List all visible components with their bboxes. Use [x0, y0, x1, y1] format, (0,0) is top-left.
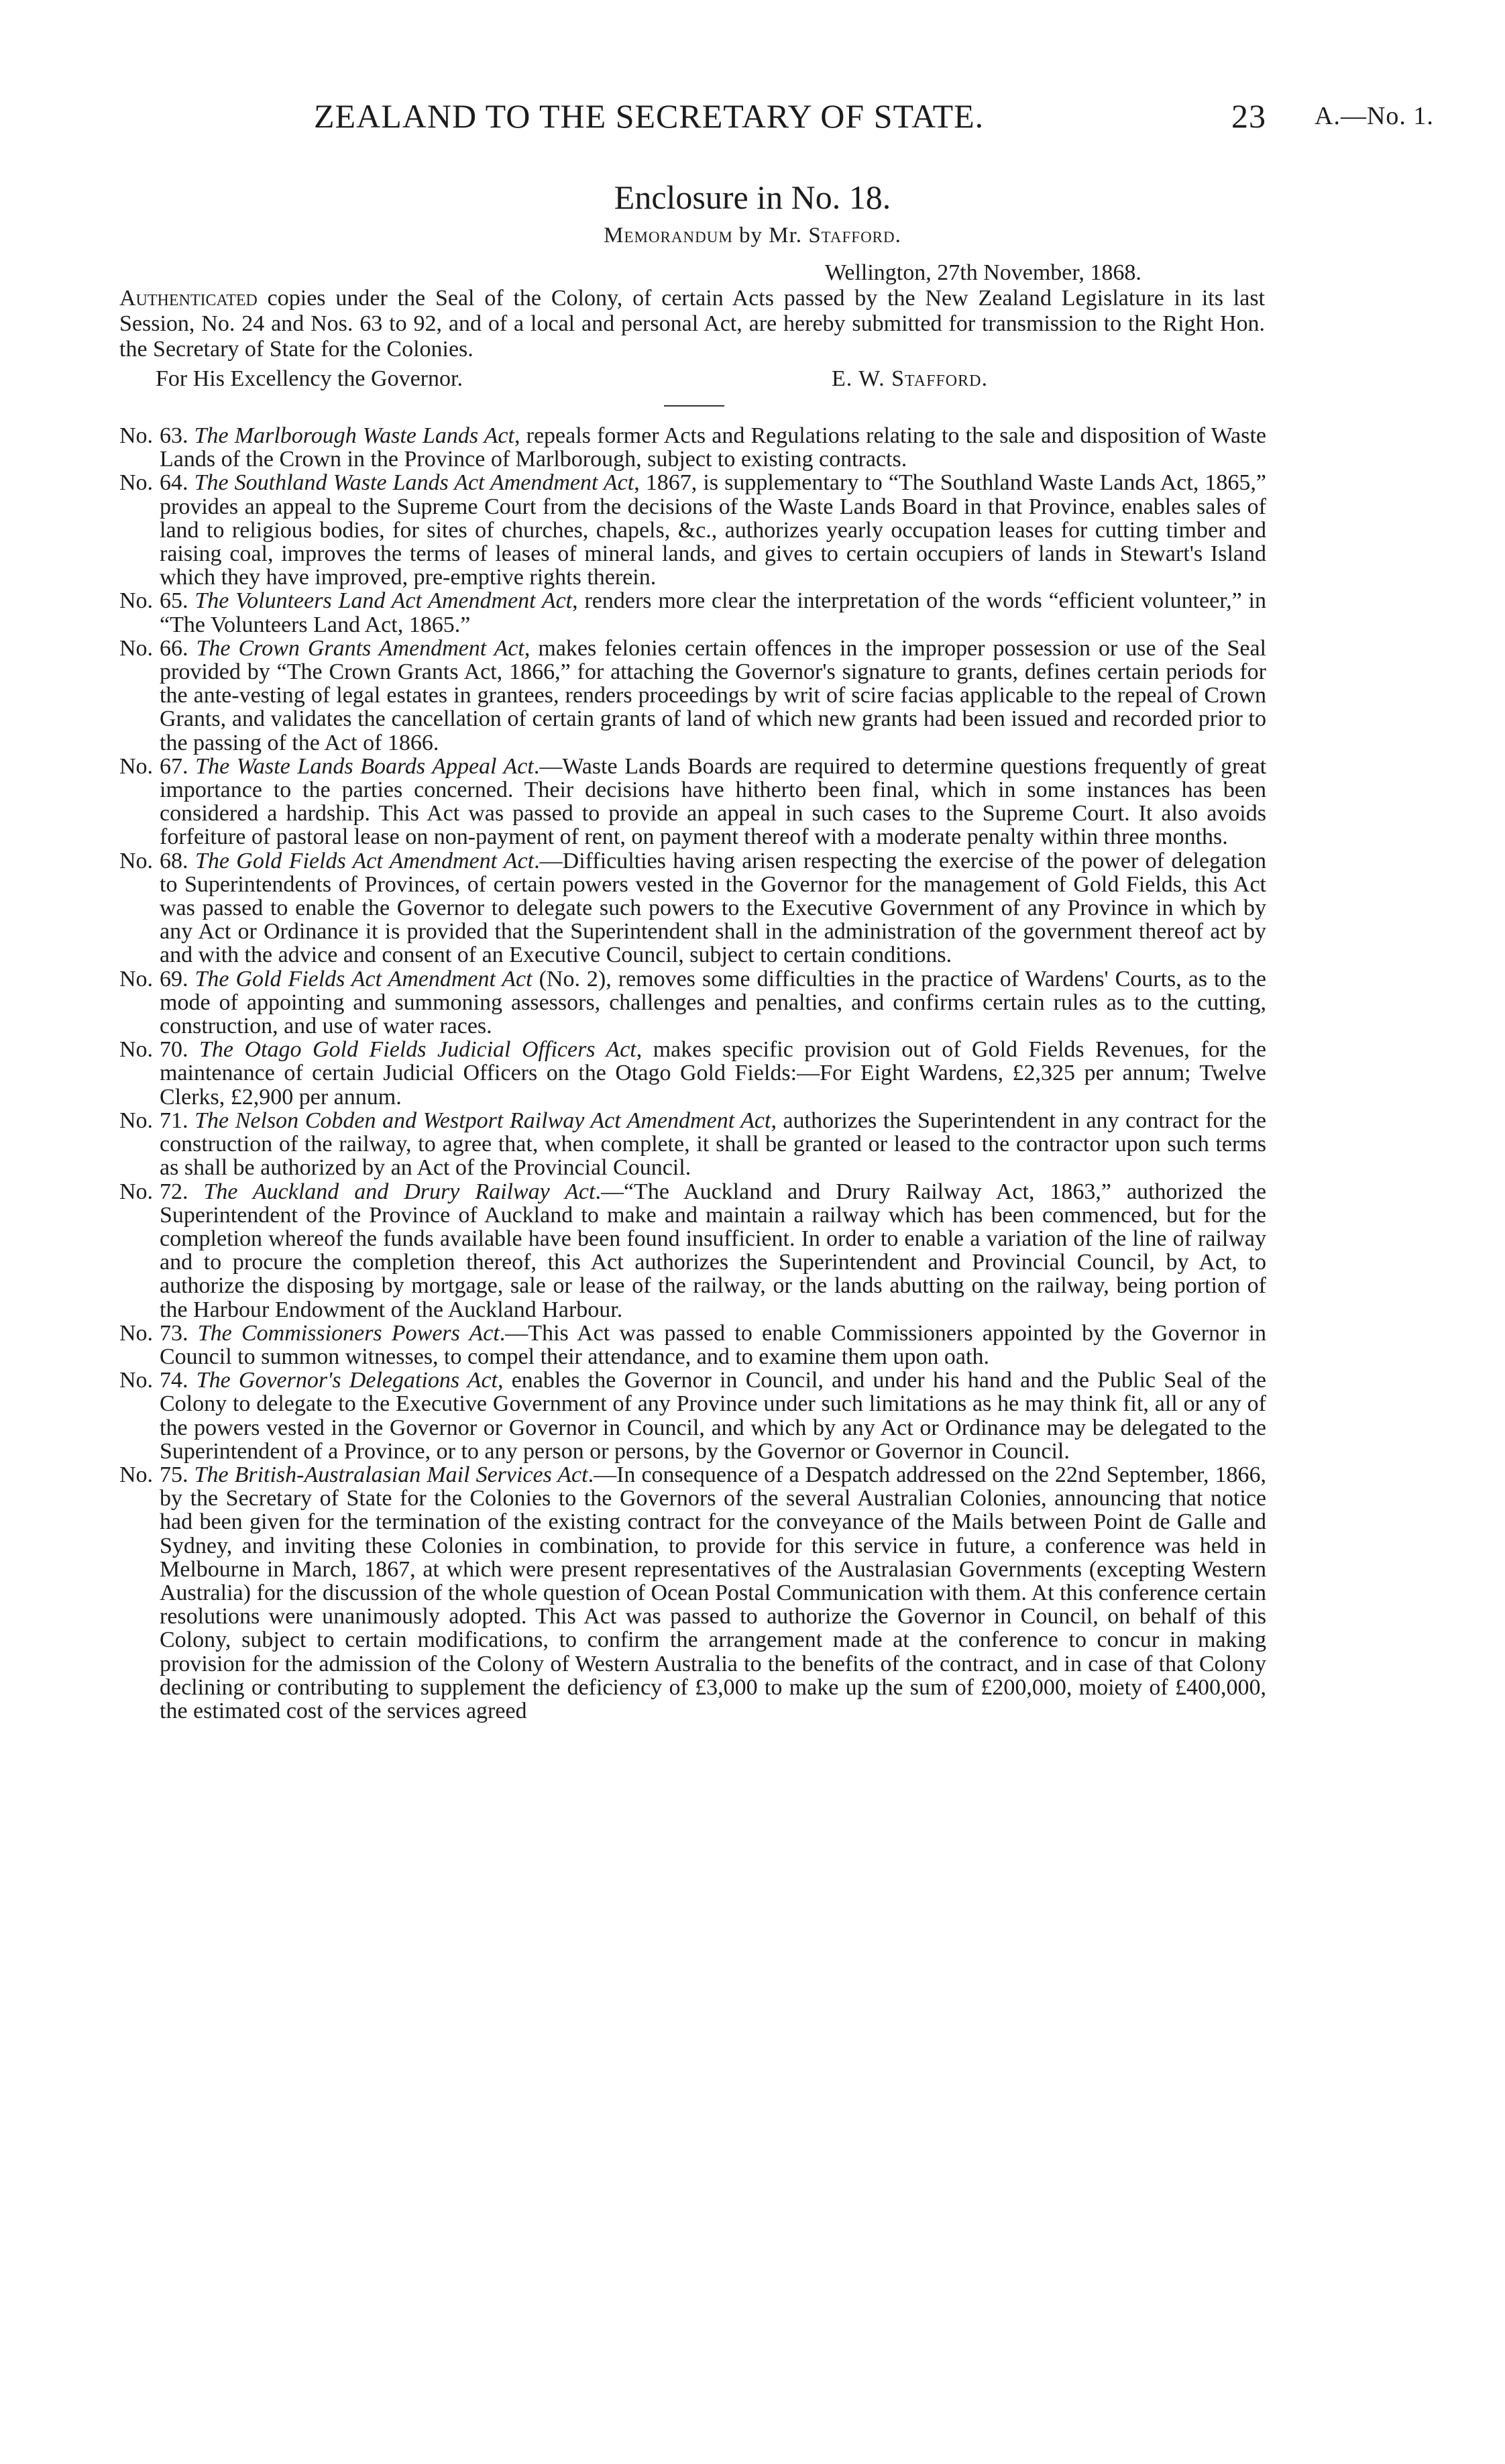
act-description: (No. 2), removes some difficulties in the practice of Wardens' Courts, as to the mode of appointing and summoning assessors, challenges and penalties, and confirms certain rules as to the cutting, construction, and use of water races. — [160, 966, 1267, 1039]
act-entry — [119, 424, 1266, 471]
act-entry — [119, 637, 1266, 755]
act-title: The Otago Gold Fields Judicial Officers Act — [199, 1037, 636, 1063]
act-number: 74. — [160, 1368, 188, 1393]
signature-row — [156, 364, 1265, 394]
act-number-label: No. — [119, 635, 154, 661]
act-entry — [119, 967, 1266, 1038]
memorandum-line — [0, 220, 1505, 251]
act-number: 70. — [160, 1037, 188, 1063]
running-title: ZEALAND TO THE SECRETARY OF STATE. — [314, 97, 985, 135]
act-number-label: No. — [119, 1320, 154, 1346]
act-description: .—This Act was passed to enable Commissioners appointed by the Governor in Council to summon witnesses, to compel their attendance, and to examine them upon oath. — [160, 1320, 1267, 1369]
act-entry — [119, 1369, 1266, 1463]
act-description: .—“The Auckland and Drury Railway Act, 1863,” authorized the Superintendent of the Province of Auckland to make and maintain a railway which has been commenced, but for the completion whereof the funds available have been found insufficient. In order to enable a variation of the line of railway and to procure the completion thereof, this Act authorizes the Superintendent and Provincial Council, by Act, to authorize the disposing by mortgage, sale or lease of the railway, or the lands abutting on the railway, being portion of the Harbour Endowment of the Auckland Harbour. — [160, 1179, 1267, 1322]
act-entry — [119, 1109, 1266, 1180]
memo-author: Stafford. — [808, 223, 901, 248]
act-number: 72. — [160, 1179, 188, 1204]
memo-body-text: copies under the Seal of the Colony, of certain Acts passed by the New Zealand Legislature in its last Session, No. 24 and Nos. 63 to 92, and of a local and personal Act, are hereby submitted for transmission to the Right Hon. the Secretary of State for the Colonies. — [119, 286, 1265, 362]
act-title: The Auckland and Drury Railway Act — [203, 1179, 596, 1204]
act-description: , makes felonies certain offences in the improper possession or use of the Seal provided by “The Crown Grants Act, 1866,” for attaching the Governor's signature to grants, defines certain periods for the ante-vesting of legal estates in grantees, renders proceedings by writ of scire facias applicable to the repeal of Crown Grants, and validates the cancellation of certain grants of land of which new grants had been issued and recorded prior to the passing of the Act of 1866. — [160, 635, 1266, 755]
act-description: .—Waste Lands Boards are required to determine questions frequently of great importance to the parties concerned. Their decisions have hitherto been final, which in some instances has been considered a hardship. This Act was passed to provide an appeal in such cases to the Supreme Court. It also avoids forfeiture of pastoral lease on non-payment of rent, on payment thereof with a moderate penalty within three months. — [160, 753, 1267, 850]
act-entry — [119, 1322, 1266, 1369]
memo-label: Memorandum — [604, 223, 733, 248]
act-description: , repeals former Acts and Regulations relating to the sale and disposition of Waste Lands of the Crown in the Province of Marlborough, subject to existing contracts. — [160, 423, 1267, 472]
act-number: 73. — [160, 1320, 188, 1346]
act-number: 63. — [160, 423, 188, 448]
memo-by: by Mr. — [739, 223, 803, 248]
section-divider — [664, 405, 724, 407]
act-number-label: No. — [119, 423, 154, 448]
act-title: The Governor's Delegations Act — [196, 1368, 498, 1393]
act-title: The British-Australasian Mail Services Act — [194, 1462, 588, 1487]
act-number-label: No. — [119, 1368, 154, 1393]
act-description: , authorizes the Superintendent in any contract for the construction of the railway, to agree that, when complete, it shall be granted or leased to the contractor upon such terms as shall be authorized by an Act of the Provincial Council. — [160, 1108, 1266, 1181]
page-number: 23 — [1231, 97, 1266, 135]
act-entry — [119, 755, 1266, 849]
act-description: .—Difficulties having arisen respecting the exercise of the power of delegation to Superintendents of Provinces, of certain powers vested in the Governor for the management of Gold Fields, this Act was passed to enable the Governor to delegate such powers to the Executive Government of any Province in which by any Act or Ordinance it is provided that the Superintendent shall in the administration of the government thereof act by and with the advice and consent of an Executive Council, subject to certain conditions. — [160, 848, 1267, 968]
act-title: The Gold Fields Act Amendment Act — [194, 848, 535, 873]
paper-reference: A.—No. 1. — [1315, 102, 1434, 130]
act-title: The Crown Grants Amendment Act — [196, 635, 524, 661]
act-number: 75. — [160, 1462, 188, 1487]
act-description: , renders more clear the interpretation of the words “efficient volunteer,” in “The Volunteers Land Act, 1865.” — [160, 588, 1267, 637]
addressed-to: For His Excellency the Governor. — [156, 366, 463, 391]
act-title: The Waste Lands Boards Appeal Act — [195, 753, 534, 779]
act-entry — [119, 1038, 1266, 1109]
act-number: 69. — [160, 966, 188, 992]
act-title: The Southland Waste Lands Act Amendment Act — [194, 470, 634, 496]
act-title: The Volunteers Land Act Amendment Act — [194, 588, 573, 614]
act-number-label: No. — [119, 1037, 154, 1063]
act-title: The Gold Fields Act Amendment Act — [194, 966, 533, 992]
act-title: The Marlborough Waste Lands Act — [194, 423, 514, 448]
act-entry — [119, 589, 1266, 636]
act-number: 67. — [160, 753, 188, 779]
act-number-label: No. — [119, 848, 154, 873]
act-entry — [119, 1463, 1266, 1723]
act-number-label: No. — [119, 1462, 154, 1487]
act-description: , 1867, is supplementary to “The Southland Waste Lands Act, 1865,” provides an appeal to the Supreme Court from the decisions of the Waste Lands Board in that Province, enables sales of land to religious bodies, for sites of churches, chapels, &c., authorizes yearly occupation leases for cutting timber and raising coal, improves the terms of leases of mineral lands, and gives to certain occupiers of lands in Stewart's Island which they have improved, pre-emptive rights therein. — [160, 470, 1266, 590]
act-entry — [119, 1180, 1266, 1322]
act-number: 68. — [160, 848, 188, 873]
act-number-label: No. — [119, 753, 154, 779]
act-entry — [119, 849, 1266, 967]
act-number: 64. — [160, 470, 188, 496]
act-number-label: No. — [119, 1108, 154, 1133]
act-title: The Commissioners Powers Act — [197, 1320, 500, 1346]
act-number-label: No. — [119, 588, 154, 614]
act-number: 65. — [160, 588, 188, 614]
act-description: , enables the Governor in Council, and under his hand and the Public Seal of the Colony to delegate to the Executive Government of any Province under such limitations as he may think fit, all or any of the powers vested in the Governor or Governor in Council, and which by any Act or Ordinance may be delegated to the Superintendent of a Province, or to any person or persons, by the Governor or Governor in Council. — [160, 1368, 1267, 1464]
act-number-label: No. — [119, 1179, 154, 1204]
memo-lead-word: Authenticated — [119, 286, 258, 311]
act-number: 71. — [160, 1108, 188, 1133]
acts-list — [119, 424, 1266, 1723]
signature: E. W. Stafford. — [832, 366, 988, 391]
act-description: .—In consequence of a Despatch addressed on the 22nd September, 1866, by the Secretary of State for the Colonies to the Governors of the several Australian Colonies, announcing that notice had been given for the termination of the existing contract for the conveyance of the Mails between Point de Galle and Sydney, and inviting these Colonies in combination, to provide for this service in future, a conference was held in Melbourne in March, 1867, at which were present representatives of the Australasian Governments (excepting Western Australia) for the discussion of the whole question of Ocean Postal Communication with them. At this conference certain resolutions were unanimously adopted. This Act was passed to authorize the Governor in Council, on behalf of this Colony, subject to certain modifications, to confirm the arrangement made at the conference to concur in making provision for the admission of the Colony of Western Australia to the benefits of the contract, and in case of that Colony declining or contributing to supplement the deficiency of £3,000 to make up the sum of £200,000, moiety of £400,000, the estimated cost of the services agreed — [160, 1462, 1267, 1723]
running-head — [0, 93, 1505, 140]
act-number-label: No. — [119, 966, 154, 992]
act-number: 66. — [160, 635, 188, 661]
act-description: , makes specific provision out of Gold Fields Revenues, for the maintenance of certain Judicial Officers on the Otago Gold Fields:—For Eight Wardens, £2,325 per annum; Twelve Clerks, £2,900 per annum. — [160, 1037, 1267, 1110]
dateline: Wellington, 27th November, 1868. — [825, 260, 1141, 285]
memorandum-body — [119, 286, 1265, 362]
act-title: The Nelson Cobden and Westport Railway Act Amendment Act — [194, 1108, 771, 1133]
act-number-label: No. — [119, 470, 154, 496]
enclosure-title: Enclosure in No. 18. — [614, 178, 891, 216]
act-entry — [119, 471, 1266, 589]
